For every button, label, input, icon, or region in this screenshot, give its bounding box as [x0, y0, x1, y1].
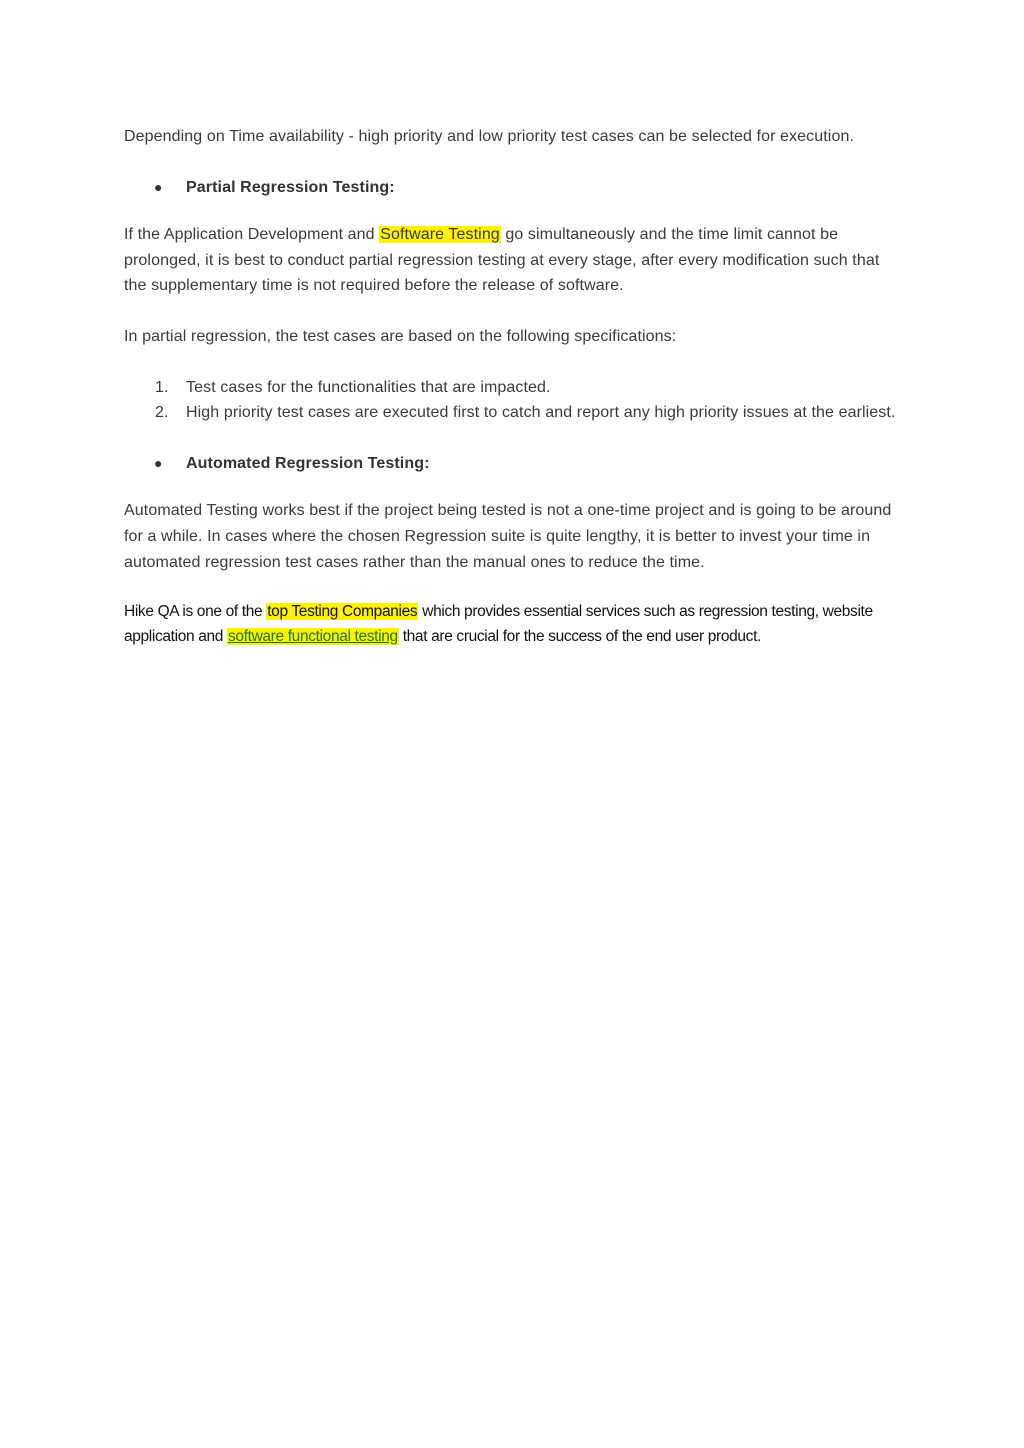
list-item-text: Test cases for the functionalities that are impacted. — [186, 378, 551, 396]
software-testing-highlight: Software Testing — [380, 226, 500, 244]
partial-heading-text: Partial Regression Testing: — [186, 178, 395, 196]
document-body — [124, 124, 899, 649]
list-item — [124, 375, 899, 401]
partial-paragraph-2: In partial regression, the test cases are based on the following specifications: — [124, 327, 677, 345]
automated-paragraph: Automated Testing works best if the project being tested is not a one-time project and is going to be around for a while. In cases where the chosen Regression suite is quite lengthy, it is better to invest your time in automated regression test cases rather than the manual ones to reduce the time. — [124, 502, 892, 571]
partial-para1-after: go simultaneously and the time limit cannot be prolonged, it is best to conduct partial regression testing at every stage, after every modification such that the supplementary time is not required before the release of software. — [124, 226, 880, 295]
closing-part-1: Hike QA is one of the — [124, 603, 267, 621]
partial-paragraph-1 — [124, 222, 899, 299]
list-number: 1. — [155, 378, 169, 396]
closing-paragraph — [124, 600, 899, 649]
partial-regression-heading — [124, 175, 899, 201]
partial-para1-before: If the Application Development and — [124, 226, 380, 244]
bullet-icon: ● — [154, 454, 163, 471]
closing-part-2: which provides essential services such as regression testing, website application and — [124, 603, 873, 645]
intro-paragraph: Depending on Time availability - high priority and low priority test cases can be selected for execution. — [124, 128, 854, 145]
automated-heading-text: Automated Regression Testing: — [186, 454, 430, 472]
top-testing-companies-highlight[interactable]: top Testing Companies — [267, 603, 418, 621]
bullet-icon: ● — [154, 178, 163, 195]
closing-part-3: that are crucial for the success of the end user product. — [398, 627, 761, 645]
software-functional-testing-link[interactable]: software functional testing — [227, 627, 398, 645]
list-item-text: High priority test cases are executed first to catch and report any high priority issues at the earliest. — [186, 404, 896, 422]
automated-regression-heading — [124, 451, 899, 477]
list-item — [124, 400, 899, 426]
specifications-list — [124, 375, 899, 426]
list-number: 2. — [155, 404, 169, 422]
